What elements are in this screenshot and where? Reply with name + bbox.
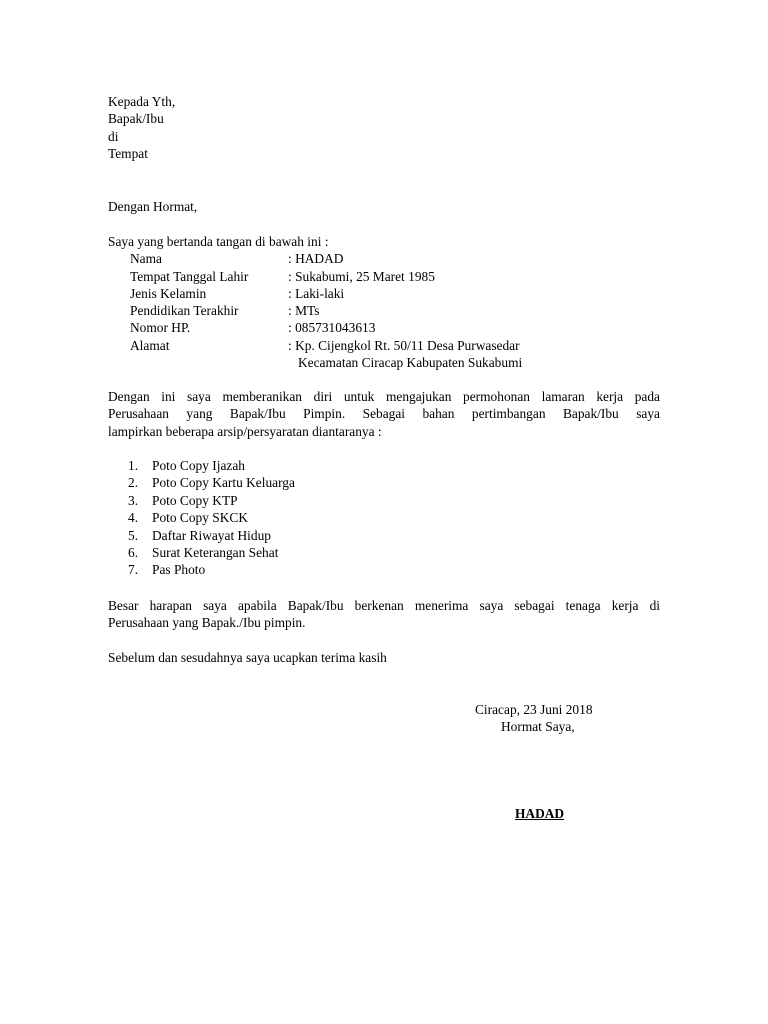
closing: Hormat Saya, <box>501 719 575 734</box>
paragraph-line: Dengan ini saya memberanikan diri untuk mengajukan permohonan lamaran kerja pada <box>108 389 660 404</box>
field-row-birth <box>108 268 435 285</box>
field-row-phone <box>108 319 376 336</box>
field-value-continuation: Kecamatan Ciracap Kabupaten Sukabumi <box>298 355 523 371</box>
list-number: 4. <box>128 510 139 526</box>
field-row-nama <box>108 250 344 267</box>
list-text: Surat Keterangan Sehat <box>152 544 279 560</box>
address-line: di <box>108 128 119 144</box>
list-number: 1. <box>128 458 139 473</box>
field-value: : Laki-laki <box>288 285 345 301</box>
paragraph-line: Perusahaan yang Bapak./Ibu pimpin. <box>108 615 306 631</box>
signature-name: HADAD <box>515 806 565 821</box>
field-value: : Sukabumi, 25 Maret 1985 <box>288 268 435 284</box>
field-row-address <box>108 337 520 354</box>
list-text: Pas Photo <box>152 562 206 578</box>
field-label: Tempat Tanggal Lahir <box>130 268 249 284</box>
field-value: : 085731043613 <box>288 320 376 336</box>
list-text: Poto Copy SKCK <box>152 510 248 526</box>
paragraph-line: lampirkan beberapa arsip/persyaratan diantaranya : <box>108 423 382 439</box>
list-number: 3. <box>128 492 139 508</box>
field-value: : HADAD <box>288 251 344 267</box>
hope-paragraph <box>108 597 660 632</box>
field-label: Nama <box>130 251 162 267</box>
field-row-gender <box>108 285 345 302</box>
applicant-identity <box>108 233 523 371</box>
address-line: Bapak/Ibu <box>108 111 164 127</box>
recipient-address <box>108 93 175 162</box>
list-number: 7. <box>128 562 139 578</box>
field-label: Jenis Kelamin <box>130 285 207 301</box>
intro-line: Saya yang bertanda tangan di bawah ini : <box>108 234 329 249</box>
list-text: Poto Copy KTP <box>152 492 238 508</box>
place-date: Ciracap, 23 Juni 2018 <box>475 702 593 717</box>
greeting: Dengan Hormat, <box>108 199 198 214</box>
list-text: Poto Copy Kartu Keluarga <box>152 475 295 491</box>
paragraph-line: Perusahaan yang Bapak/Ibu Pimpin. Sebagai bahan pertimbangan Bapak/Ibu saya <box>108 406 660 422</box>
field-label: Alamat <box>130 337 170 353</box>
field-row-address-continued <box>108 354 523 371</box>
list-text: Daftar Riwayat Hidup <box>152 527 271 543</box>
paragraph-line: Besar harapan saya apabila Bapak/Ibu berkenan menerima saya sebagai tenaga kerja di <box>108 598 660 613</box>
field-value: : MTs <box>288 303 320 319</box>
field-label: Pendidikan Terakhir <box>130 303 239 319</box>
thanks-line: Sebelum dan sesudahnya saya ucapkan terima kasih <box>108 650 387 665</box>
list-number: 6. <box>128 544 139 560</box>
list-text: Poto Copy Ijazah <box>152 458 245 473</box>
address-line: Kepada Yth, <box>108 94 176 109</box>
list-number: 2. <box>128 475 139 491</box>
field-value: : Kp. Cijengkol Rt. 50/11 Desa Purwasedar <box>288 337 520 353</box>
list-number: 5. <box>128 527 139 543</box>
address-line: Tempat <box>108 145 148 161</box>
field-label: Nomor HP. <box>130 320 191 336</box>
field-row-education <box>108 302 329 319</box>
application-paragraph <box>108 388 660 440</box>
